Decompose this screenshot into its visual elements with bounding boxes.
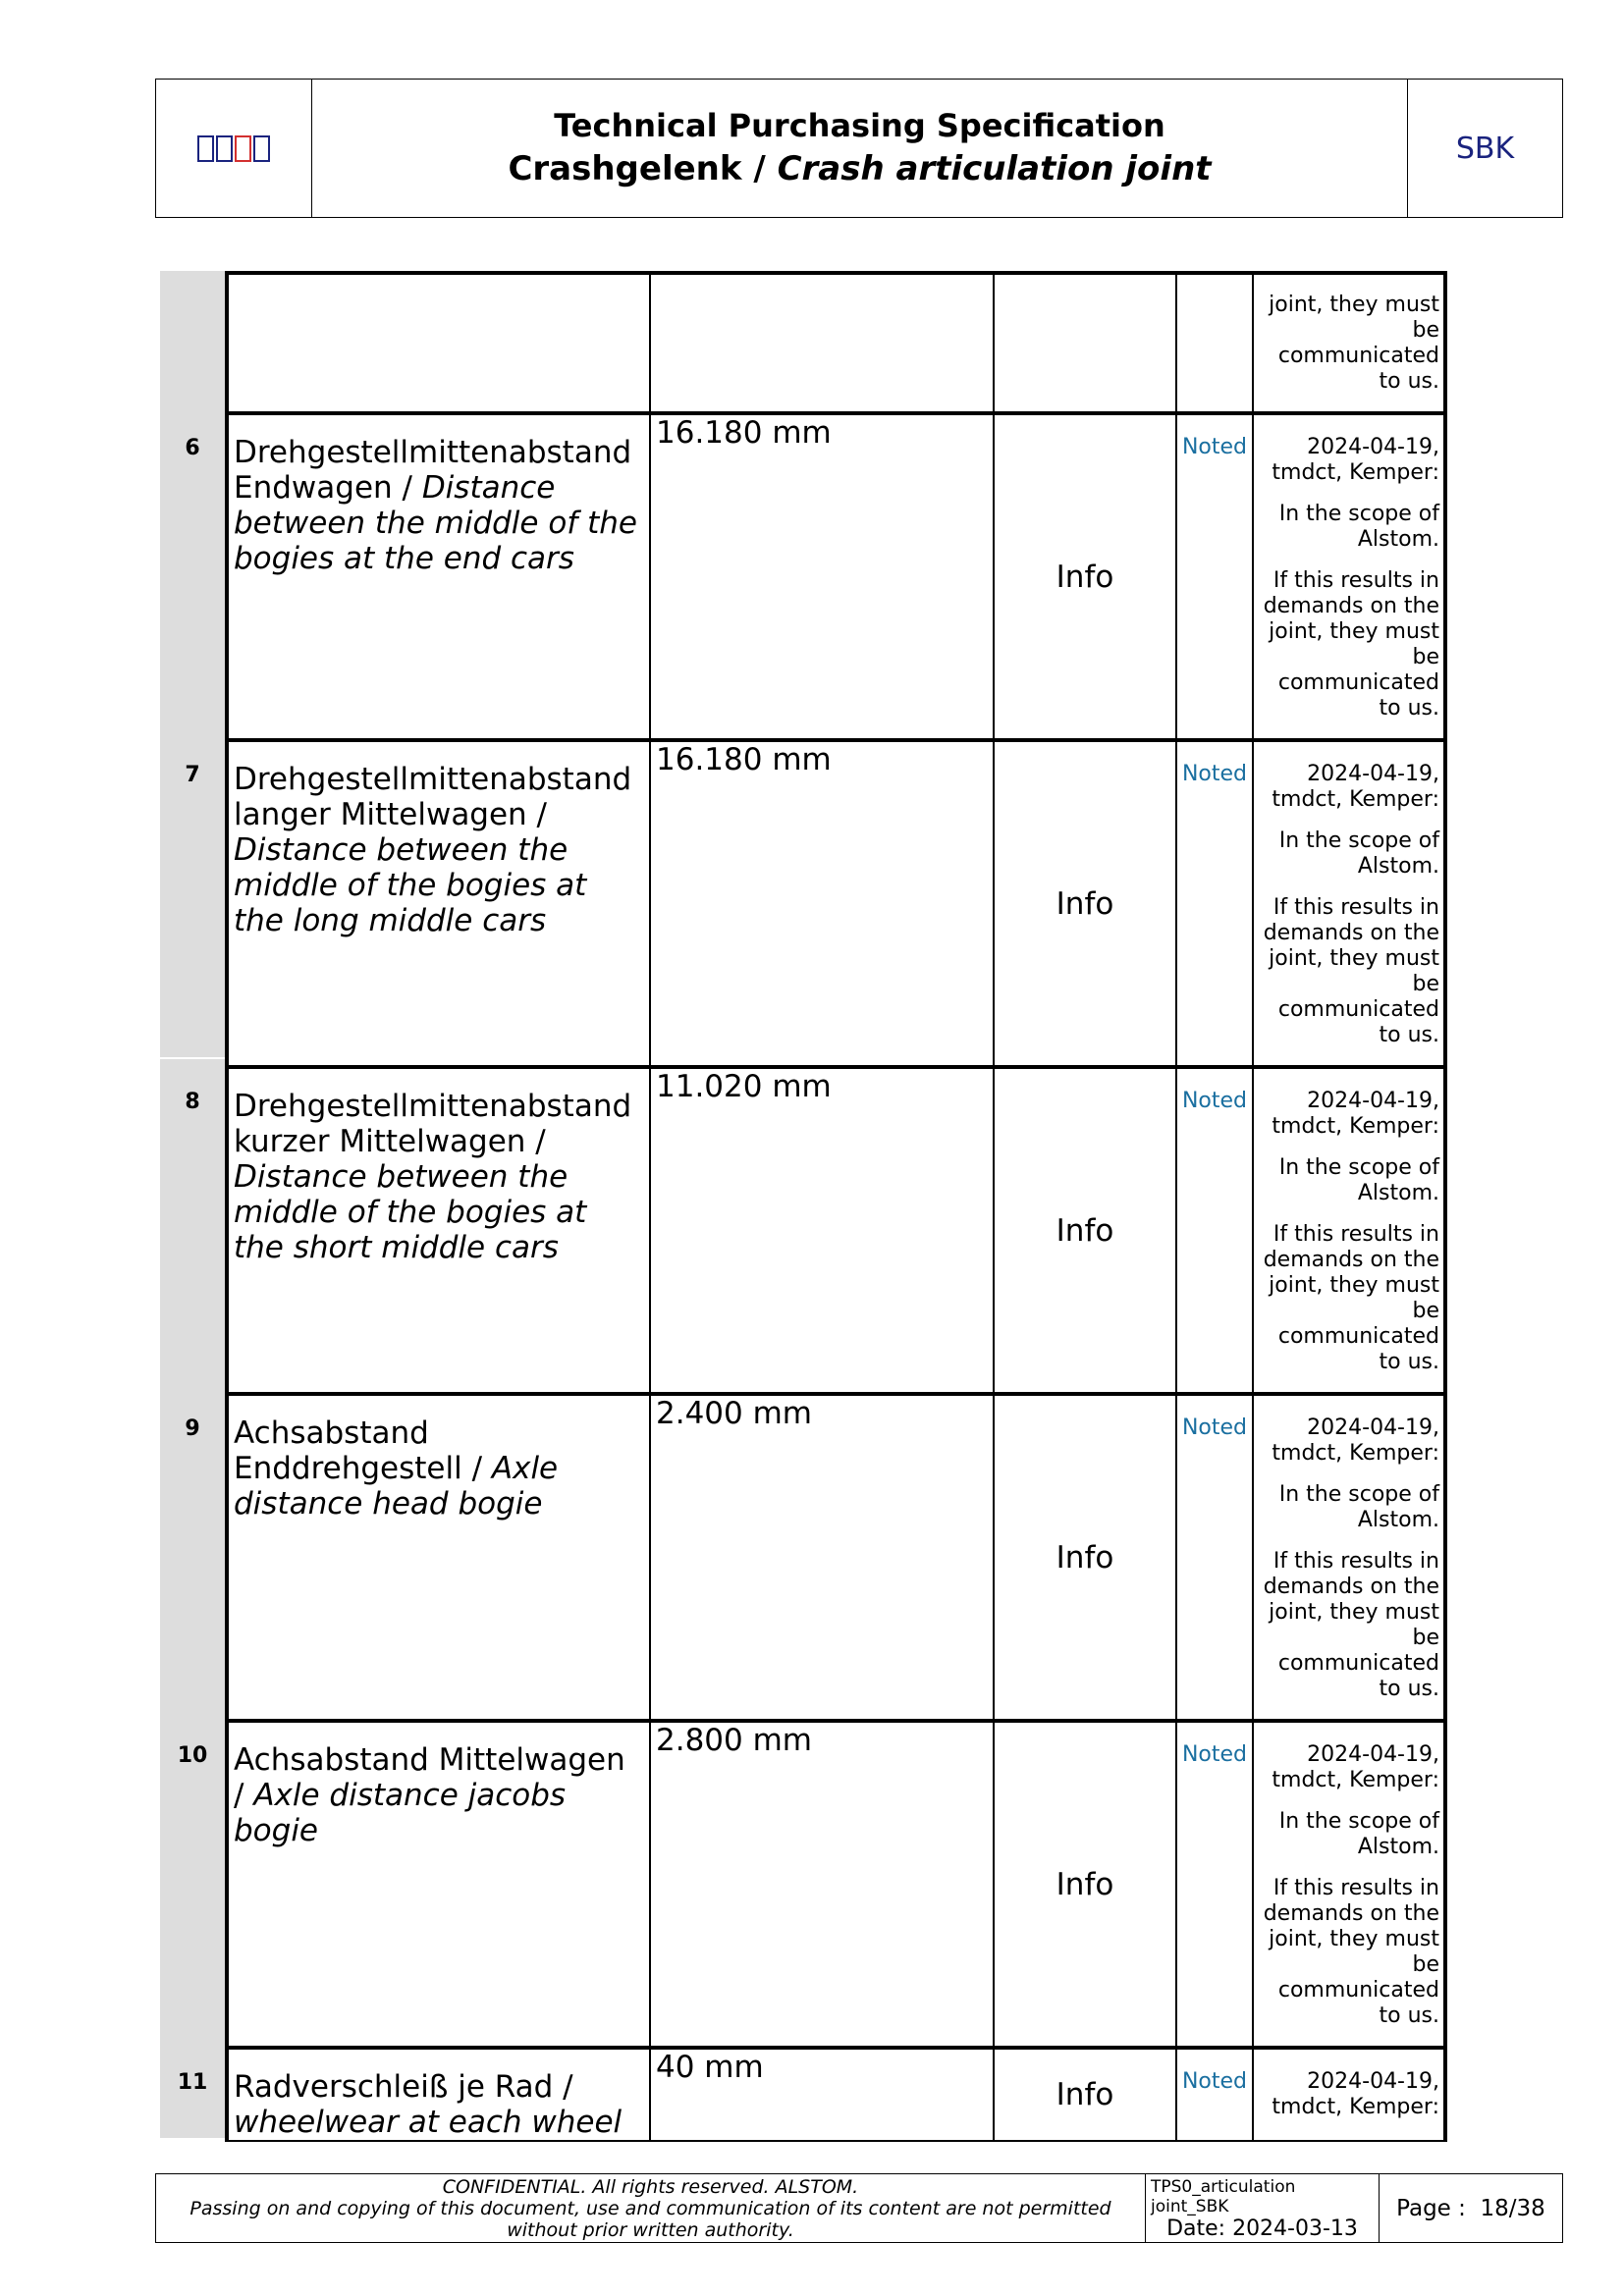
company-logo [156,80,312,217]
value-cell: 11.020 mm [650,1067,994,1394]
row-number: 6 [185,436,200,460]
desc-cell [227,273,650,413]
comment-cell [1253,1394,1445,1721]
row-number: 11 [177,2070,208,2095]
desc-de: Drehgestellmittenabstand langer Mittelwagen / [234,762,632,832]
comment-scope: In the scope of Alstom. [1278,828,1439,879]
comment-cell [1253,1067,1445,1394]
comment-scope: In the scope of Alstom. [1278,1482,1439,1532]
desc-cell [227,740,650,1067]
page-value: 18/38 [1480,2195,1545,2221]
desc-de: Achsabstand Mittelwagen / [234,1742,625,1813]
desc-de: Drehgestellmittenabstand Endwagen / [234,435,632,506]
desc-cell [227,2048,650,2141]
comment-cell [1253,740,1445,1067]
logo-glyph [253,135,270,162]
document-name: joint_SBK [1151,2197,1229,2216]
comment-demands: If this results in demands on the joint, they must be communicated to us. [1263,1549,1439,1701]
desc-en: Distance between the middle of the bogies at the long middle cars [234,832,587,938]
comment-demands: If this results in demands on the joint, they must be communicated to us. [1263,1876,1439,2028]
status-cell [1176,273,1253,413]
document-date: Date: 2024-03-13 [1166,2216,1358,2241]
document-name: TPS0_articulation [1151,2177,1296,2197]
comment-date: 2024-04-19, tmdct, Kemper: [1272,762,1439,812]
page-header [155,79,1563,218]
confidential-line: Passing on and copying of this document, use and communication of its content are not permitted [189,2197,1111,2219]
table-row [227,273,1445,413]
page-number [1380,2174,1562,2242]
comment-scope: In the scope of Alstom. [1278,1155,1439,1205]
status-cell: Noted [1176,1721,1253,2048]
type-cell: Info [994,740,1176,1067]
table-row [227,740,1445,1067]
page-footer [155,2173,1563,2243]
strip-divider [160,1057,225,1059]
comment-date: 2024-04-19, tmdct, Kemper: [1272,435,1439,485]
status-cell: Noted [1176,2048,1253,2141]
table-row [227,413,1445,740]
table-row [227,1067,1445,1394]
subtitle-en: Crash articulation joint [777,149,1212,188]
type-cell [994,273,1176,413]
comment-cell [1253,2048,1445,2141]
desc-cell [227,1394,650,1721]
row-number: 8 [185,1090,200,1114]
confidential-line: without prior written authority. [507,2218,794,2241]
document-subtitle [508,146,1211,191]
desc-en: Distance between the middle of the bogies at the end cars [234,470,637,576]
confidential-line: CONFIDENTIAL. All rights reserved. ALSTOM. [442,2175,859,2198]
comment-date: 2024-04-19, tmdct, Kemper: [1272,2069,1439,2119]
desc-en: wheelwear at each wheel [234,2105,623,2140]
status-cell: Noted [1176,1394,1253,1721]
comment-demands: If this results in demands on the joint, they must be communicated to us. [1263,895,1439,1047]
desc-en: Distance between the middle of the bogies at the short middle cars [234,1159,587,1265]
comment-cell [1253,413,1445,740]
comment-date: 2024-04-19, tmdct, Kemper: [1272,1415,1439,1466]
desc-cell [227,1067,650,1394]
table-row [227,2048,1445,2141]
row-number: 7 [185,763,200,787]
comment-cell [1253,273,1445,413]
comment-scope: In the scope of Alstom. [1278,502,1439,552]
comment-scope: In the scope of Alstom. [1278,1809,1439,1859]
logo-glyph [197,135,214,162]
desc-de: Drehgestellmittenabstand kurzer Mittelwagen / [234,1089,632,1159]
type-cell: Info [994,1394,1176,1721]
logo-glyph [216,135,233,162]
document-title: Technical Purchasing Specification [554,107,1165,144]
comment-date: 2024-04-19, tmdct, Kemper: [1272,1089,1439,1139]
type-cell: Info [994,413,1176,740]
comment-cell [1253,1721,1445,2048]
desc-en: Axle distance head bogie [234,1451,559,1522]
comment-date: 2024-04-19, tmdct, Kemper: [1272,1742,1439,1792]
value-cell: 16.180 mm [650,740,994,1067]
row-number: 9 [185,1416,200,1441]
value-cell: 2.400 mm [650,1394,994,1721]
desc-cell [227,413,650,740]
document-info [1146,2174,1380,2242]
desc-cell [227,1721,650,2048]
value-cell: 2.800 mm [650,1721,994,2048]
table-row [227,1721,1445,2048]
type-cell: Info [994,2048,1176,2141]
page-label: Page : [1396,2195,1466,2221]
logo-glyph [235,135,251,162]
row-number-strip [160,271,225,2138]
desc-de: Radverschleiß je Rad / [234,2069,573,2105]
status-cell: Noted [1176,740,1253,1067]
row-number: 10 [177,1743,208,1768]
comment-continued: joint, they must be communicated to us. [1269,293,1439,394]
status-cell: Noted [1176,413,1253,740]
desc-en: Axle distance jacobs bogie [234,1778,567,1848]
table-row [227,1394,1445,1721]
value-cell: 16.180 mm [650,413,994,740]
status-cell: Noted [1176,1067,1253,1394]
subtitle-de: Crashgelenk / [508,149,778,188]
confidentiality-notice [156,2174,1146,2242]
comment-demands: If this results in demands on the joint, they must be communicated to us. [1263,1222,1439,1374]
value-cell: 40 mm [650,2048,994,2141]
comment-demands: If this results in demands on the joint, they must be communicated to us. [1263,568,1439,721]
document-title-block [312,80,1408,217]
requirements-table [225,271,1447,2142]
desc-de: Achsabstand Enddrehgestell / [234,1415,492,1486]
type-cell: Info [994,1067,1176,1394]
document-code: SBK [1455,131,1515,166]
type-cell: Info [994,1721,1176,2048]
value-cell [650,273,994,413]
